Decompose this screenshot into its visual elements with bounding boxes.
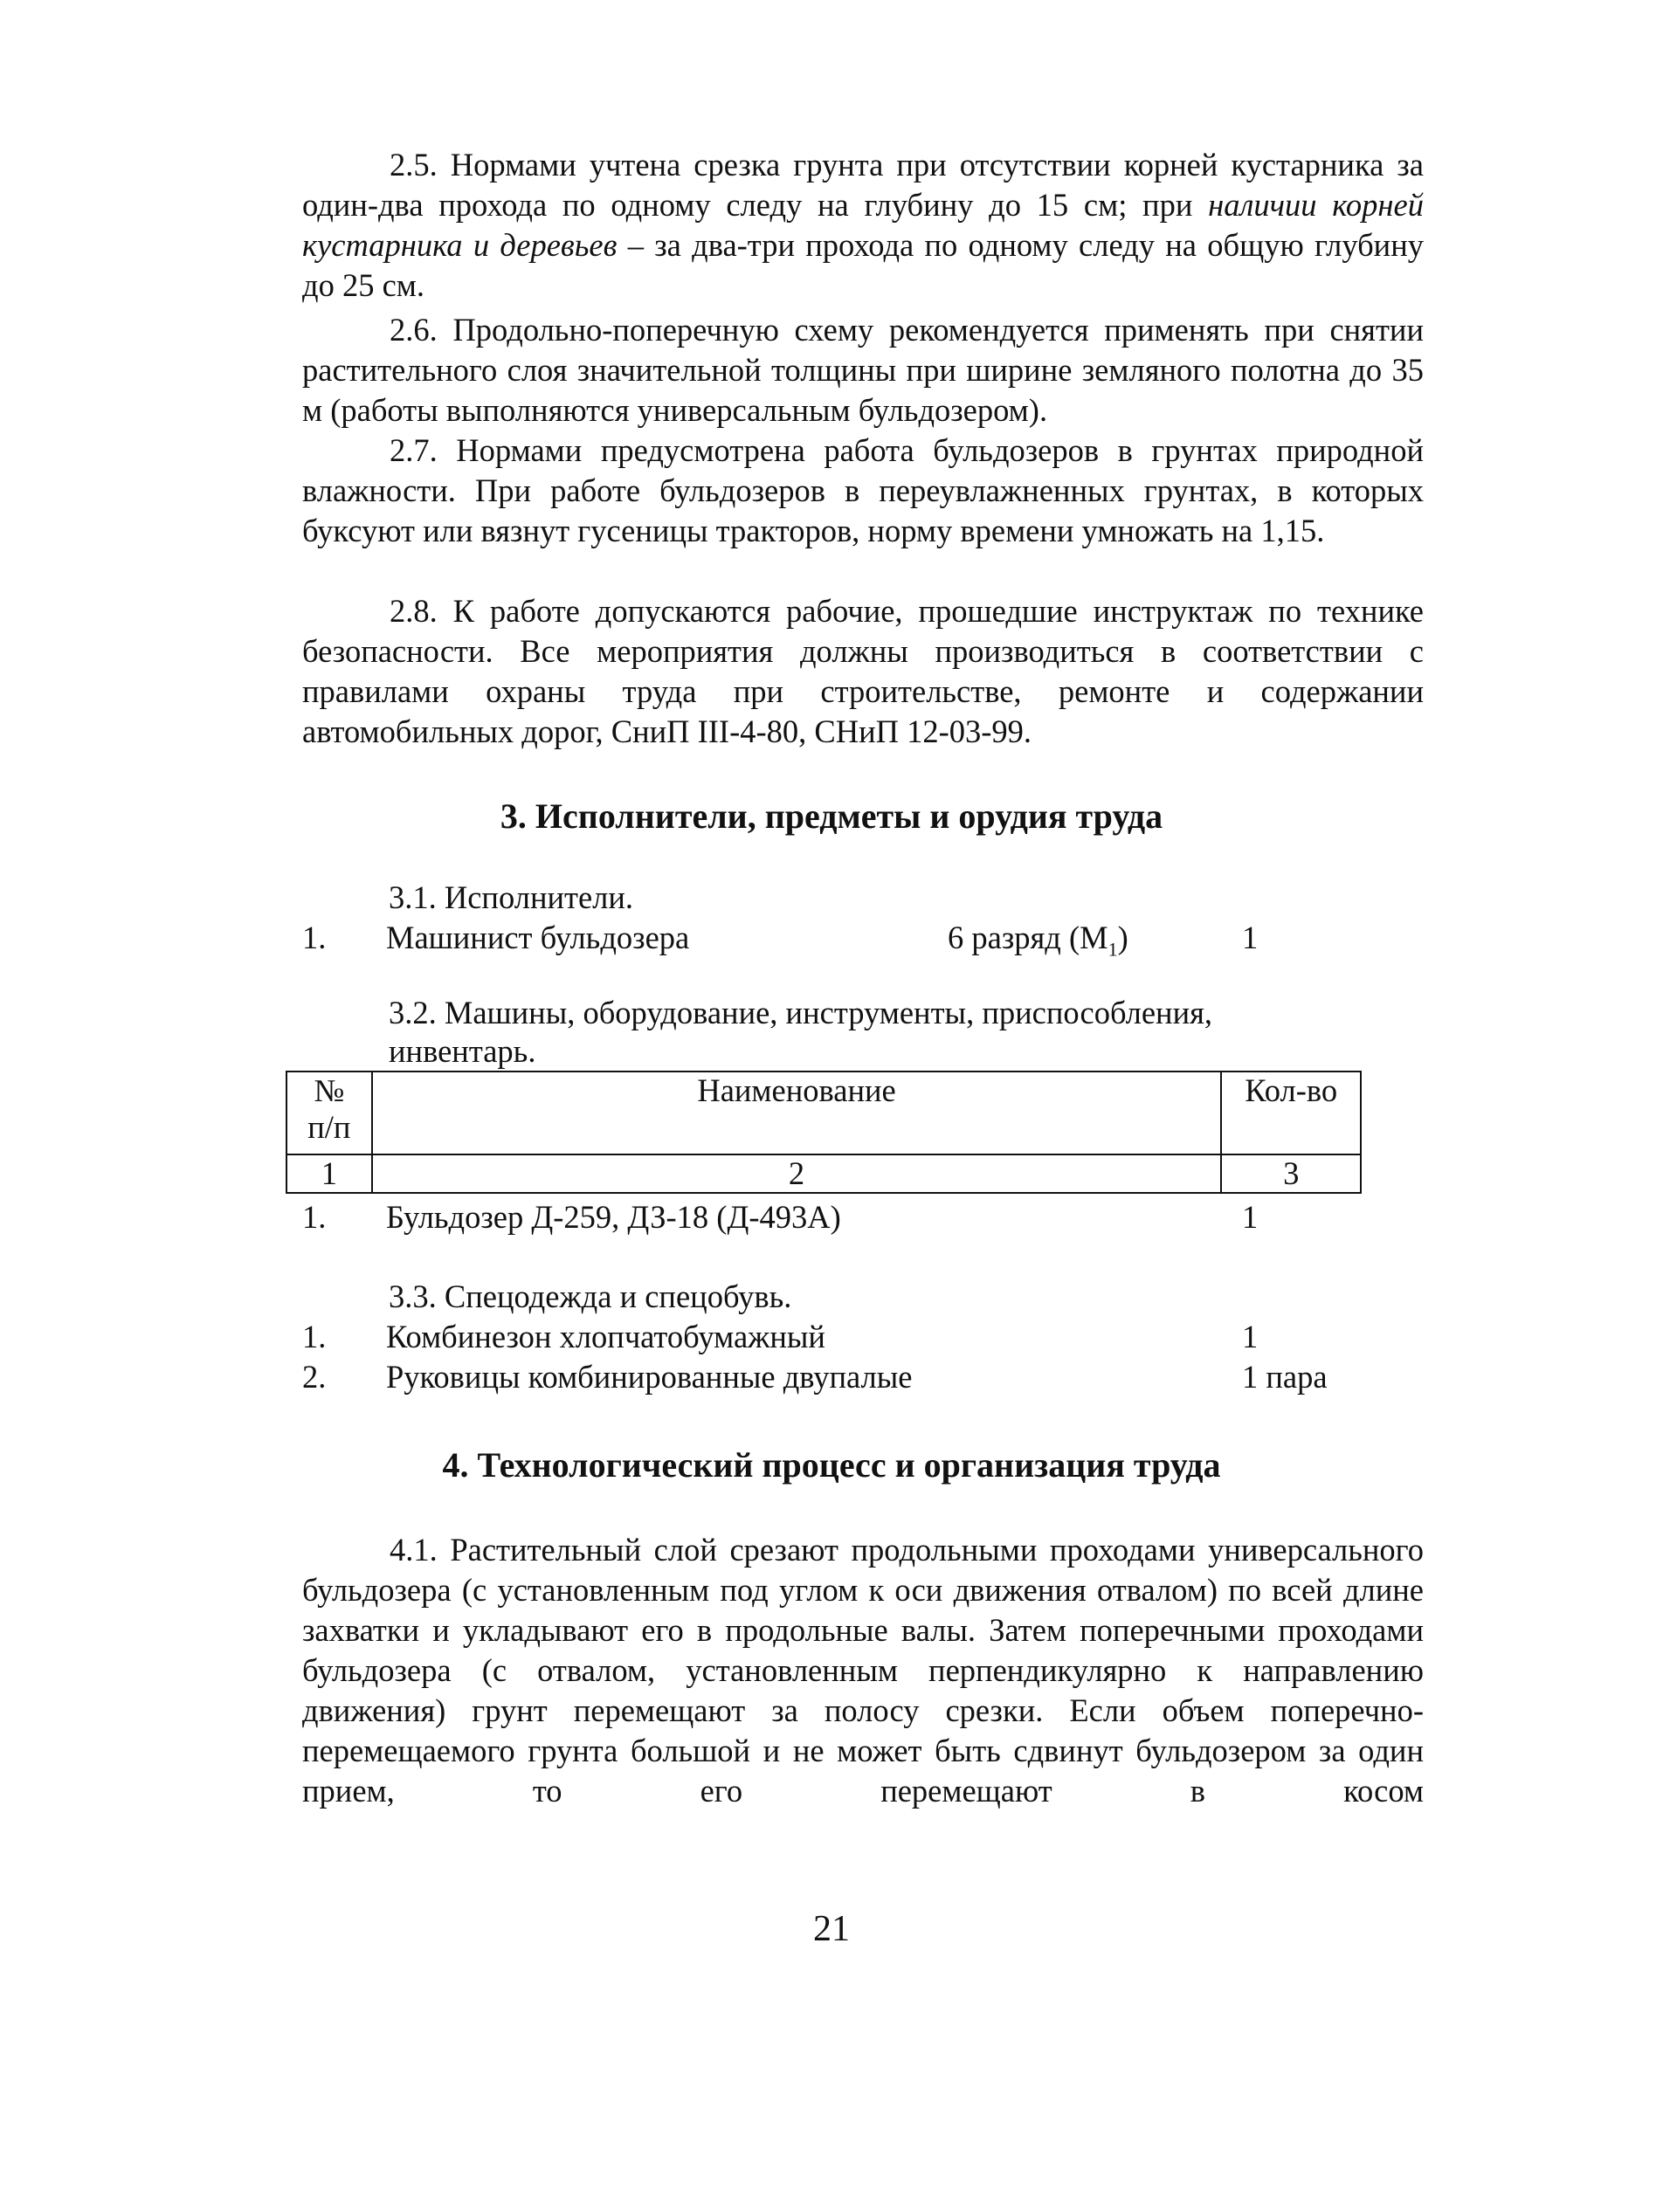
clothing-qty-2: 1 пара bbox=[1242, 1359, 1328, 1395]
worker-grade-text: 6 разряд (М bbox=[948, 920, 1108, 955]
paragraph-2-6-text: 2.6. Продольно-поперечную схему рекомендуется применять при снятии растительного слоя значительной толщины при ширине земляного полотна до 35 м (работы выполняются универсальным бульдозером). bbox=[302, 312, 1424, 428]
worker-qty: 1 bbox=[1242, 920, 1259, 955]
paragraph-2-5 bbox=[302, 145, 1424, 306]
subsection-3-3-title: 3.3. Спецодежда и спецобувь. bbox=[389, 1278, 792, 1314]
section-4-heading: 4. Технологический процесс и организация труда bbox=[442, 1445, 1221, 1485]
subsection-3-2-title-line2: инвентарь. bbox=[389, 1033, 536, 1069]
clothing-qty-1: 1 bbox=[1242, 1319, 1259, 1354]
paragraph-2-5-italic: наличии корней кустарника и деревьев bbox=[302, 187, 1424, 263]
subsection-3-2-title-line1: 3.2. Машины, оборудование, инструменты, приспособления, bbox=[389, 995, 1213, 1030]
machine-qty: 1 bbox=[1242, 1199, 1259, 1235]
index-cell-2: 2 bbox=[372, 1154, 1222, 1193]
paragraph-2-5-text-b: – за два-три прохода по одному следу на общую глубину до 25 см. bbox=[302, 227, 1424, 303]
clothing-name-1: Комбинезон хлопчатобумажный bbox=[386, 1319, 825, 1354]
index-cell-3: 3 bbox=[1221, 1154, 1361, 1193]
paragraph-4-1 bbox=[302, 1530, 1424, 1811]
worker-grade bbox=[948, 918, 1128, 969]
section-3-heading: 3. Исполнители, предметы и орудия труда bbox=[500, 796, 1163, 836]
worker-grade-close: ) bbox=[1117, 920, 1128, 955]
paragraph-2-8-text: 2.8. К работе допускаются рабочие, прошедшие инструктаж по технике безопасности. Все мероприятия должны производиться в соответствии с правилами охраны труда при строительстве, ремонте и содержании автомобильных дорог, СниП III-4-80, СНиП 12-03-99. bbox=[302, 593, 1424, 749]
clothing-name-2: Руковицы комбинированные двупалые bbox=[386, 1359, 913, 1395]
header-num-symbol: № bbox=[314, 1072, 345, 1108]
machine-name: Бульдозер Д-259, ДЗ-18 (Д-493А) bbox=[386, 1199, 841, 1235]
paragraph-2-5-text-a: 2.5. Нормами учтена срезка грунта при отсутствии корней кустарника за один-два прохода по одному следу на глубину до 15 см; при bbox=[302, 147, 1424, 223]
page-number: 21 bbox=[813, 1909, 850, 1949]
clothing-num-1: 1. bbox=[302, 1319, 327, 1354]
header-qty-cell: Кол-во bbox=[1221, 1072, 1361, 1154]
clothing-num-2: 2. bbox=[302, 1359, 327, 1395]
header-num-cell bbox=[286, 1072, 372, 1154]
machines-table bbox=[286, 1071, 1362, 1194]
worker-name: Машинист бульдозера bbox=[386, 920, 690, 955]
worker-num: 1. bbox=[302, 920, 327, 955]
worker-grade-subscript: 1 bbox=[1108, 938, 1118, 961]
paragraph-2-7-text: 2.7. Нормами предусмотрена работа бульдозеров в грунтах природной влажности. При работе бульдозеров в переувлажненных грунтах, в которых буксуют или вязнут гусеницы тракторов, норму времени умножать на 1,15. bbox=[302, 432, 1424, 548]
subsection-3-1-title: 3.1. Исполнители. bbox=[389, 879, 634, 915]
header-num-label: п/п bbox=[307, 1109, 351, 1145]
machine-num: 1. bbox=[302, 1199, 327, 1235]
index-cell-1: 1 bbox=[286, 1154, 372, 1193]
header-name-cell: Наименование bbox=[372, 1072, 1222, 1154]
paragraph-2-6 bbox=[302, 310, 1424, 431]
paragraph-2-8 bbox=[302, 591, 1424, 752]
paragraph-2-7 bbox=[302, 431, 1424, 551]
paragraph-4-1-text: 4.1. Растительный слой срезают продольными проходами универсального бульдозера (с установленным под углом к оси движения отвалом) по всей длине захватки и укладывают его в продольные валы. Затем поперечными проходами бульдозера (с отвалом, установленным перпендикулярно к направлению движения) грунт перемещают за полосу срезки. Если объем поперечно-перемещаемого грунта большой и не может быть сдвинут бульдозером за один прием, то его перемещают в косом bbox=[302, 1532, 1424, 1809]
